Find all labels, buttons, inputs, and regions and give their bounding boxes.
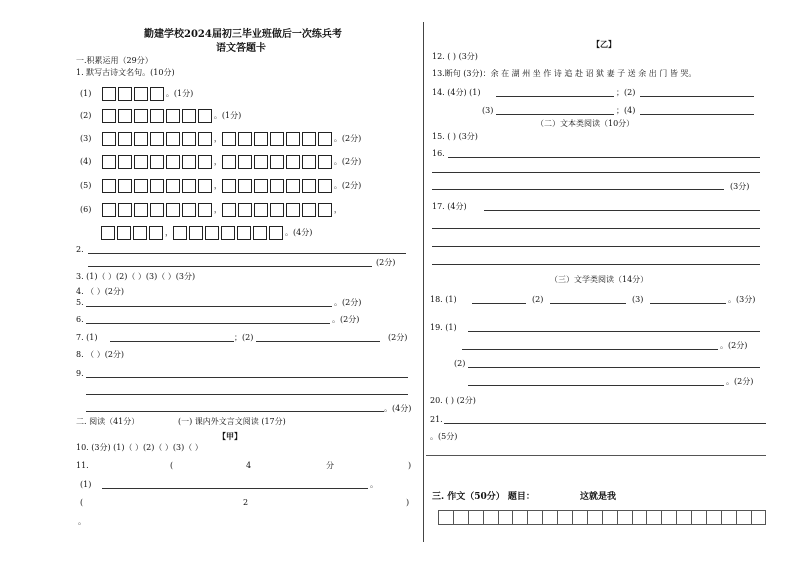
char-box[interactable] [254,155,268,169]
q14-sep-2: ；(2) [616,88,636,97]
q7-sep: ；(2) [234,333,254,342]
q1-row-5: (5) ， 。(2分) [80,179,361,193]
char-box[interactable] [134,203,148,217]
q11-end-mark: 。 [78,517,86,526]
char-box[interactable] [166,179,180,193]
char-box[interactable] [118,132,132,146]
char-box[interactable] [150,87,164,101]
char-box[interactable] [286,155,300,169]
answer-sheet-title: 语文答题卡 [216,43,266,54]
q19-answer-line-4[interactable] [468,385,724,386]
grid-cell[interactable] [527,510,542,525]
char-box[interactable] [318,203,332,217]
char-box[interactable] [150,132,164,146]
char-box[interactable] [182,155,196,169]
q4-label: 4. （ ）(2分) [76,287,125,296]
grid-cell[interactable] [587,510,602,525]
char-box[interactable] [270,132,284,146]
q2-answer-line-2[interactable] [88,266,372,267]
q11-sub2-num: 2 [243,498,249,507]
char-box[interactable] [150,155,164,169]
grid-cell[interactable] [617,510,632,525]
char-box[interactable] [222,132,236,146]
q11-paren-close: ) [408,461,412,470]
q18-score: 。(3分) [728,295,756,304]
q3-label: 3. (1)（ ）(2)（ ）(3)（ ）(3分) [76,272,196,281]
char-box[interactable] [102,155,116,169]
section-divider [426,455,766,456]
q19-answer-line-3[interactable] [468,367,760,368]
q12-label: 12. ( ) (3分) [432,52,478,61]
q18-answer-line-2[interactable] [550,303,626,304]
char-box[interactable] [198,132,212,146]
q18-sub3: (3) [632,295,644,304]
q1-row-6: (6) ， ， [80,203,342,217]
q17-answer-line-1[interactable] [484,210,760,211]
char-box[interactable] [149,226,163,240]
grid-cell[interactable] [691,510,706,525]
char-box[interactable] [318,132,332,146]
q19-sub2-label: (2) [454,359,466,368]
q10-label: 10. (3分) (1)（ ）(2)（ ）(3)（ ） [76,443,203,452]
char-box[interactable] [286,179,300,193]
grid-cell[interactable] [483,510,498,525]
q13-label: 13.断句 (3分)：余 在 湖 州 坐 作 诗 追 赴 诏 狱 妻 子 送 余 出 门 皆 哭。 [432,69,697,78]
char-box[interactable] [302,179,316,193]
q9-answer-line-1[interactable] [86,377,408,378]
char-box[interactable] [318,179,332,193]
char-box[interactable] [254,179,268,193]
char-box[interactable] [118,109,132,123]
char-box[interactable] [102,87,116,101]
q6-answer-line[interactable] [86,323,330,324]
essay-topic: 这就是我 [580,492,617,502]
q11-sub2-open: ( [80,498,84,507]
grid-cell[interactable] [602,510,617,525]
q19-label: 19. (1) [430,323,457,332]
q15-label: 15. ( ) (3分) [432,132,478,141]
grid-cell[interactable] [453,510,468,525]
q11-points: 4 [246,461,252,470]
char-box[interactable] [270,155,284,169]
grid-cell[interactable] [572,510,587,525]
section-1-heading: 一.积累运用（29分） [76,56,153,65]
char-box[interactable] [134,155,148,169]
q18-answer-line-1[interactable] [472,303,526,304]
q5-label: 5. [76,298,84,307]
jia-label: 【甲】 [218,431,242,441]
q9-answer-line-2[interactable] [86,394,408,395]
q14-sep-4: ；(4) [616,106,636,115]
q17-answer-line-2[interactable] [432,228,760,229]
char-box[interactable] [238,155,252,169]
grid-cell[interactable] [676,510,691,525]
char-box[interactable] [238,179,252,193]
grid-cell[interactable] [512,510,527,525]
q14-answer-line-1[interactable] [496,96,614,97]
char-box[interactable] [269,226,283,240]
char-box[interactable] [182,132,196,146]
q1-instruction: 1. 默写古诗文名句。(10分) [76,68,175,77]
q2-answer-line-1[interactable] [88,253,406,254]
q17-label: 17. (4分) [432,202,467,211]
char-box[interactable] [238,132,252,146]
q11-label: 11. [76,461,89,470]
grid-cell[interactable] [557,510,572,525]
q11-sub1-answer-line[interactable] [102,488,368,489]
char-box[interactable] [118,155,132,169]
char-box[interactable] [166,203,180,217]
grid-cell[interactable] [542,510,557,525]
char-box[interactable] [198,179,212,193]
q11-sub2-close: ) [406,498,410,507]
char-box[interactable] [134,87,148,101]
char-box[interactable] [270,179,284,193]
section-2b-heading: （二）文本类阅读（10分） [536,119,635,128]
char-box[interactable] [222,203,236,217]
q21-answer-line[interactable] [444,423,766,424]
q11-unit: 分 [326,461,334,470]
grid-cell[interactable] [468,510,483,525]
char-box[interactable] [182,179,196,193]
q11-sub1-label: (1) [80,480,92,489]
q14-answer-line-4[interactable] [640,114,754,115]
char-box[interactable] [118,179,132,193]
char-box[interactable] [286,132,300,146]
q6-label: 6. [76,315,84,324]
q1-row-2: (2) 。(1分) [80,109,241,123]
grid-cell[interactable] [736,510,751,525]
char-box[interactable] [133,226,147,240]
char-box[interactable] [134,109,148,123]
q14-answer-line-2[interactable] [640,96,754,97]
q16-answer-line-3[interactable] [432,189,724,190]
char-box[interactable] [166,155,180,169]
column-divider [423,22,424,542]
q14-sub3-label: (3) [482,106,494,115]
q1-row-6-cont: ， 。(4分) [101,226,312,240]
char-box[interactable] [102,179,116,193]
grid-cell[interactable] [706,510,721,525]
section-2-heading: 二. 阅读（41分） [76,417,140,426]
char-box[interactable] [198,203,212,217]
q20-label: 20. ( ) (2分) [430,396,476,405]
char-box[interactable] [182,203,196,217]
q9-score: 。(4分) [384,404,412,413]
q21-label: 21. [430,415,443,424]
q9-answer-line-3[interactable] [86,411,384,412]
char-box[interactable] [286,203,300,217]
q7-answer-line-2[interactable] [256,341,380,342]
q16-answer-line-2[interactable] [432,172,760,173]
q18-sub2: (2) [532,295,544,304]
q7-label: 7. (1) [76,333,98,342]
grid-cell[interactable] [646,510,661,525]
q2-label: 2. [76,245,84,254]
grid-cell[interactable] [438,510,453,525]
char-box[interactable] [253,226,267,240]
q19-score-2: 。(2分) [726,377,754,386]
char-box[interactable] [118,87,132,101]
char-box[interactable] [302,132,316,146]
q14-label: 14. (4分) (1) [432,88,481,97]
q18-answer-line-3[interactable] [650,303,726,304]
grid-cell[interactable] [498,510,513,525]
char-box[interactable] [222,155,236,169]
char-box[interactable] [222,179,236,193]
q11-sub1-end: 。 [370,480,378,489]
grid-cell[interactable] [721,510,736,525]
q9-label: 9. [76,369,84,378]
q17-answer-line-3[interactable] [432,246,760,247]
char-box[interactable] [254,132,268,146]
q2-score: (2分) [376,258,396,267]
q19-answer-line-1[interactable] [468,331,760,332]
char-box[interactable] [150,203,164,217]
q1-row-4: (4) ， 。(2分) [80,155,361,169]
char-box[interactable] [117,226,131,240]
q21-score: 。(5分) [430,432,458,441]
q5-answer-line[interactable] [86,306,332,307]
essay-grid[interactable] [438,510,766,525]
q16-label: 16. [432,149,445,158]
yi-label: 【乙】 [592,39,616,49]
char-box[interactable] [254,203,268,217]
q19-answer-line-2[interactable] [462,349,718,350]
grid-cell[interactable] [751,510,766,525]
grid-cell[interactable] [632,510,647,525]
char-box[interactable] [189,226,203,240]
char-box[interactable] [102,132,116,146]
char-box[interactable] [302,155,316,169]
char-box[interactable] [134,179,148,193]
char-box[interactable] [237,226,251,240]
char-box[interactable] [198,109,212,123]
q16-score: (3分) [730,182,750,191]
section-2c-heading: （三）文学类阅读（14分） [550,275,649,284]
section-2-sub-heading: (一) 课内外文言文阅读 (17分) [178,417,286,426]
char-box[interactable] [118,203,132,217]
q7-score: (2分) [388,333,408,342]
q1-row-3: (3) ， 。(2分) [80,132,361,146]
char-box[interactable] [221,226,235,240]
char-box[interactable] [182,109,196,123]
q19-score-1: 。(2分) [720,341,748,350]
grid-cell[interactable] [661,510,676,525]
q5-score: 。(2分) [334,298,362,307]
q7-answer-line-1[interactable] [110,341,234,342]
section-3-heading: 三. 作文（50分） 题目： [432,492,535,502]
char-box[interactable] [150,179,164,193]
q6-score: 。(2分) [332,315,360,324]
char-box[interactable] [302,203,316,217]
char-box[interactable] [198,155,212,169]
char-box[interactable] [270,203,284,217]
char-box[interactable] [150,109,164,123]
exam-title: 勤建学校2024届初三毕业班做后一次练兵考 [144,29,342,40]
char-box[interactable] [173,226,187,240]
char-box[interactable] [166,109,180,123]
char-box[interactable] [238,203,252,217]
q14-answer-line-3[interactable] [496,114,614,115]
q8-label: 8. （ ）(2分) [76,350,125,359]
char-box[interactable] [205,226,219,240]
char-box[interactable] [318,155,332,169]
q17-answer-line-4[interactable] [432,264,760,265]
char-box[interactable] [102,109,116,123]
q18-label: 18. (1) [430,295,457,304]
q1-row-1: (1) 。(1分) [80,87,193,101]
char-box[interactable] [166,132,180,146]
q16-answer-line-1[interactable] [448,157,760,158]
char-box[interactable] [102,203,116,217]
char-box[interactable] [134,132,148,146]
char-box[interactable] [101,226,115,240]
q11-paren-open: ( [170,461,174,470]
